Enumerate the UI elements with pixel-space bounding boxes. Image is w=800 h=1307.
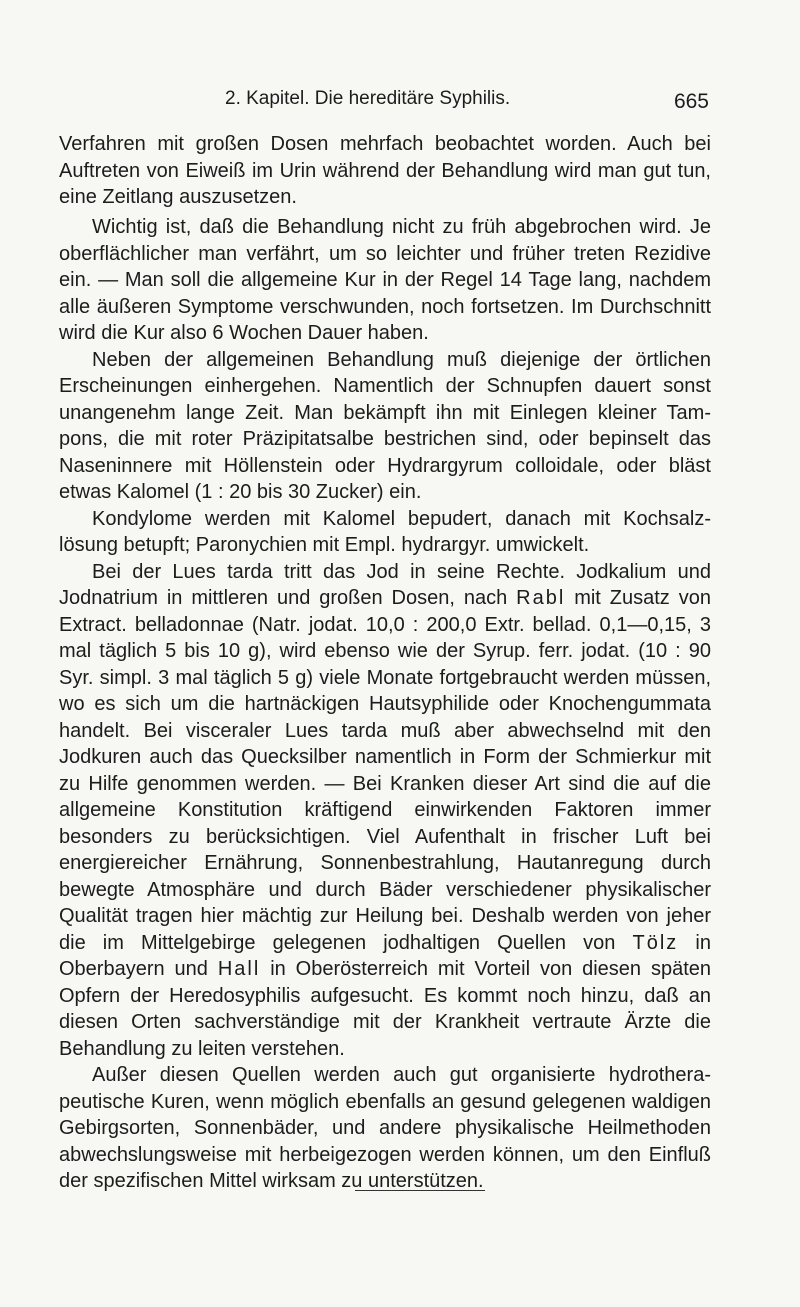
place-name-hall: Hall	[217, 958, 261, 980]
paragraph-5-part-2: mit Zusatz von Extract. belladonnae (Natr. jodat. 10,0 : 200,0 Extr. bellad. 0,1—0,15, 3 mal täglich 5 bis 10 g), wird ebenso wie der Syrup. ferr. jodat. (10 : 90 Syr. simpl. 3 mal täglich 5 g) viele Monate fortgebraucht werden müssen, wo es sich um die hartnäckigen Hautsyphilide oder Knochengummata handelt. Bei visceraler Lues tarda muß aber abwechselnd mit den Jodkuren auch das Quecksilber namentlich in Form der Schmierkur mit zu Hilfe genommen werden. — Bei Kranken dieser Art sind die auf die allgemeine Konstitution kräftigend einwirkenden Faktoren immer besonders zu berücksichtigen. Viel Aufenthalt in frischer Luft bei energiereicher Ernährung, Sonnenbestrahlung, Hautanregung durch bewegte Atmosphäre und durch Bäder verschiedener physikalischer Qualität tragen hier mächtig zur Heilung bei. Deshalb werden von jeher die im Mittelgebirge gelegenen jodhaltigen Quellen von	[59, 587, 711, 954]
paragraph-5-part-3: in Oberbayern und	[59, 931, 711, 980]
chapter-title: 2. Kapitel. Die hereditäre Syphilis.	[225, 88, 511, 109]
place-name-toelz: Tölz	[632, 931, 679, 954]
paragraph-6: Außer diesen Quellen werden auch gut organisierte hydrotherapeutische Kuren, wenn möglich ebenfalls an gesund gelegenen waldigen Gebirgsorten, Sonnenbäder, und andere physikalische Heilmethoden abwechslungsweise mit herbeigezogen werden können, um den Einfluß der spezifischen Mittel wirksam zu unterstützen.	[59, 1064, 711, 1192]
text-block-main	[59, 214, 711, 1195]
paragraph-5-part-1: Bei der Lues tarda tritt das Jod in seine Rechte. Jodkalium und Jodnatrium in mittleren und großen Dosen, nach	[59, 560, 711, 609]
paragraph-1: Verfahren mit großen Dosen mehrfach beobachtet worden. Auch bei Auftreten von Eiweiß im Urin während der Behandlung wird man gut tun, eine Zeitlang auszusetzen.	[59, 133, 711, 208]
paragraph-5-part-4: in Oberösterreich mit Vorteil von diesen späten Opfern der Heredosyphilis aufgesucht. Es kommt noch hinzu, daß an diesen Orten sachverständige mit der Krankheit vertraute Ärzte die Behandlung zu leiten verstehen.	[59, 958, 711, 1060]
paragraph-3: Neben der allgemeinen Behandlung muß diejenige der örtlichen Erscheinungen einhergehen. Namentlich der Schnupfen dauert sonst unangenehm lange Zeit. Man bekämpft ihn mit Einlegen kleiner Tampons, die mit roter Präzipitatsalbe bestrichen sind, oder bepinselt das Naseninnere mit Höllenstein oder Hydrargyrum colloidale, oder bläst etwas Kalomel (1 : 20 bis 30 Zucker) ein.	[59, 348, 711, 503]
section-end-rule	[355, 1190, 485, 1191]
running-header	[59, 86, 709, 116]
text-block-continuation	[59, 131, 711, 211]
page-number: 665	[673, 90, 709, 113]
paragraph-5	[59, 559, 711, 1063]
paragraph-4: Kondylome werden mit Kalomel bepudert, danach mit Kochsalzlösung betupft; Paronychien mit Empl. hydrargyr. umwickelt.	[59, 507, 711, 556]
author-name-rabl: Rabl	[516, 587, 566, 609]
paragraph-2: Wichtig ist, daß die Behandlung nicht zu früh abgebrochen wird. Je oberflächlicher man verfährt, um so leichter und früher treten Rezidive ein. — Man soll die allgemeine Kur in der Regel 14 Tage lang, nachdem alle äußeren Symptome verschwunden, noch fortsetzen. Im Durchschnitt wird die Kur also 6 Wochen Dauer haben.	[59, 216, 711, 344]
